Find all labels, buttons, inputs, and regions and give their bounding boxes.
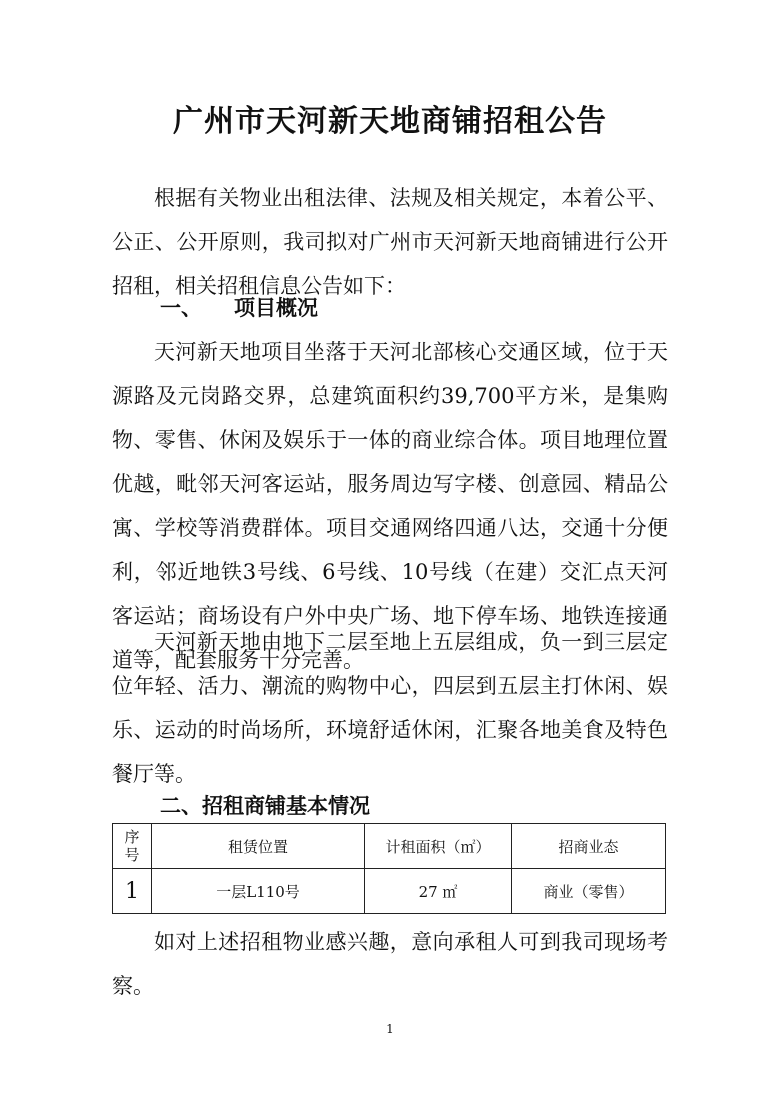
cell-location: 一层L110号 <box>152 869 365 914</box>
header-seq-no: 序 号 <box>113 824 152 869</box>
table-row <box>113 869 666 914</box>
shop-info-table <box>112 823 666 914</box>
section-1-title: 项目概况 <box>234 296 318 320</box>
section-1-number: 一、 <box>160 296 202 320</box>
cell-seq-no: 1 <box>113 869 152 914</box>
header-business-type: 招商业态 <box>512 824 666 869</box>
cell-business-type: 商业（零售） <box>512 869 666 914</box>
section-2-heading: 二、招租商铺基本情况 <box>160 794 370 818</box>
section-1-heading <box>160 292 318 322</box>
project-overview-paragraph: 天河新天地项目坐落于天河北部核心交通区域，位于天源路及元岗路交界，总建筑面积约39,700平方米，是集购物、零售、休闲及娱乐于一体的商业综合体。项目地理位置优越，毗邻天河客运站，服务周边写字楼、创意园、精品公寓、学校等消费群体。项目交通网络四通八达，交通十分便利，邻近地铁3号线、6号线、10号线（在建）交汇点天河客运站；商场设有户外中央广场、地下停车场、地铁连接通道等，配套服务十分完善。 <box>112 340 668 672</box>
header-area: 计租面积（㎡） <box>365 824 512 869</box>
intro-paragraph: 根据有关物业出租法律、法规及相关规定，本着公平、公正、公开原则，我司拟对广州市天河新天地商铺进行公开招租，相关招租信息公告如下： <box>112 186 668 298</box>
closing-paragraph: 如对上述招租物业感兴趣，意向承租人可到我司现场考察。 <box>112 930 668 998</box>
floor-layout-paragraph: 天河新天地由地下二层至地上五层组成，负一到三层定位年轻、活力、潮流的购物中心，四层到五层主打休闲、娱乐、运动的时尚场所，环境舒适休闲，汇聚各地美食及特色餐厅等。 <box>112 630 668 786</box>
page-title: 广州市天河新天地商铺招租公告 <box>173 104 607 139</box>
header-location: 租赁位置 <box>152 824 365 869</box>
table-header-row <box>113 824 666 869</box>
cell-area: 27 ㎡ <box>365 869 512 914</box>
page-number: 1 <box>386 1022 394 1036</box>
